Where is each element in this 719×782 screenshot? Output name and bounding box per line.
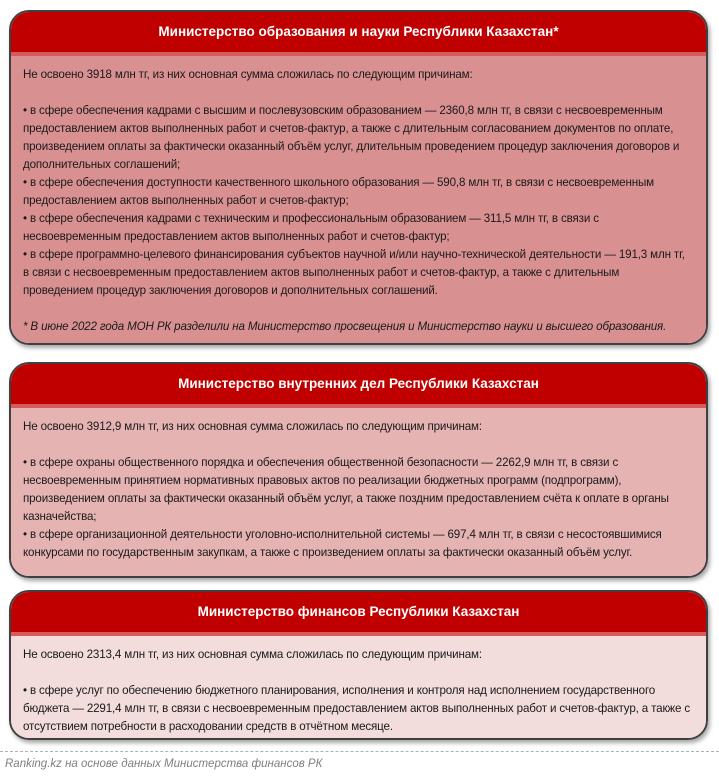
list-item: • в сфере программно-целевого финансирования субъектов научной и/или научно-технической деятельности — 191,3 млн тг, в связи с несвоевременным предоставлением актов выполненных работ и счетов-фактур, а также с длительным проведением процедур заключения договоров и дополнительных соглашений. — [23, 248, 685, 297]
card-body — [11, 56, 706, 345]
list-item: • в сфере охраны общественного порядка и обеспечения общественной безопасности — 2262,9 млн тг, в связи с несвоевременным принятием нормативных правовых актов по реализации бюджетных программ (подпрограмм), произведением оплаты за фактически оказанный объём услуг, а также поздним предоставлением счёта к оплате в органы казначейства; — [23, 456, 669, 523]
list-item: • в сфере обеспечения кадрами с высшим и послевузовским образованием — 2360,8 млн тг, в связи с несвоевременным предоставлением актов выполненных работ и счетов-фактур, а также с длительным согласованием документов по оплате, произведением оплаты за фактически оказанный объём услуг, длительным проведением процедур заключения договоров и дополнительных соглашений; — [23, 104, 680, 171]
list-item: • в сфере услуг по обеспечению бюджетного планирования, исполнения и контроля над исполнением государственного бюджета — 2291,4 млн тг, в связи с несвоевременным предоставлением актов выполненных работ и счетов-фактур, а также с отсутствием потребности в расходовании средств в отчётном месяце. — [23, 684, 691, 733]
card-title: Министерство образования и науки Республики Казахстан* — [11, 12, 706, 56]
ministry-card-internal-affairs — [9, 362, 708, 578]
card-intro: Не освоено 3912,9 млн тг, из них основная сумма сложилась по следующим причинам: — [23, 420, 482, 433]
source-caption: Ranking.kz на основе данных Министерства финансов РК — [5, 758, 323, 770]
card-body — [11, 408, 706, 578]
ministry-card-finance — [9, 590, 708, 740]
list-item: • в сфере обеспечения кадрами с техническим и профессиональным образованием — 311,5 млн тг, в связи с несвоевременным предоставлением актов выполненных работ и счетов-фактур; — [23, 212, 599, 243]
ministry-card-education — [9, 10, 708, 345]
card-body — [11, 636, 706, 740]
list-item: • в сфере организационной деятельности уголовно-исполнительной системы — 697,4 млн тг, в связи с несостоявшимися конкурсами по государственным закупкам, а также с произведением оплаты за фактически оказанный объём услуг. — [23, 528, 662, 559]
source-divider — [0, 751, 719, 752]
card-intro: Не освоено 2313,4 млн тг, из них основная сумма сложилась по следующим причинам: — [23, 648, 482, 661]
card-title: Министерство внутренних дел Республики Казахстан — [11, 364, 706, 408]
list-item: • в сфере обеспечения доступности качественного школьного образования — 590,8 млн тг, в связи с несвоевременным предоставлением актов выполненных работ и счетов-фактур; — [23, 176, 654, 207]
footnote: * В июне 2022 года МОН РК разделили на Министерство просвещения и Министерство науки и высшего образования. — [23, 320, 667, 333]
card-title: Министерство финансов Республики Казахстан — [11, 592, 706, 636]
card-intro: Не освоено 3918 млн тг, из них основная сумма сложилась по следующим причинам: — [23, 68, 473, 81]
